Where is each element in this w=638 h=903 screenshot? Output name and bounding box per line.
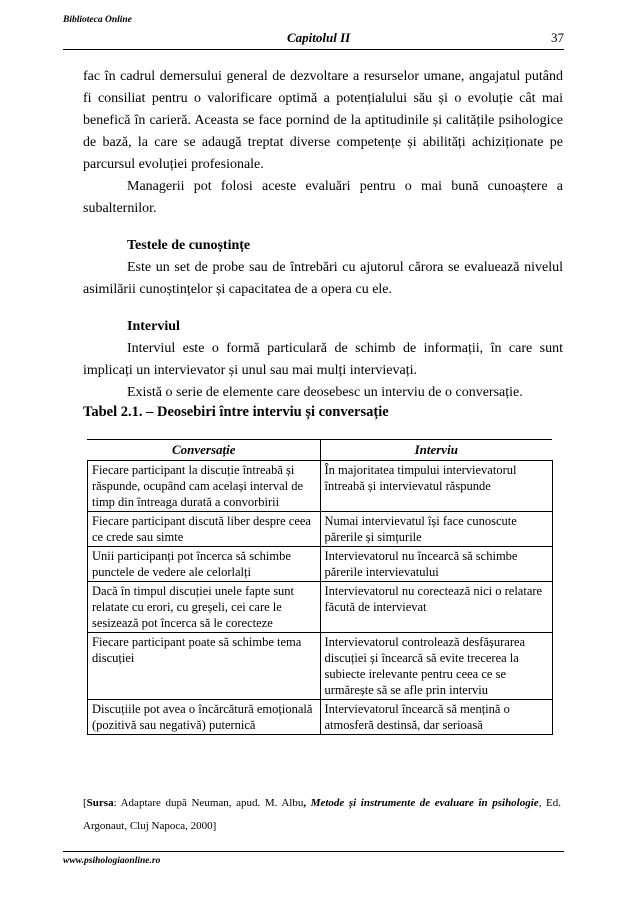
- table-source: [83, 792, 561, 838]
- footer-url: www.psihologiaonline.ro: [63, 856, 161, 866]
- source-text-before: : Adaptare după Neuman, apud. M. Albu: [113, 797, 304, 809]
- footer-rule: [63, 851, 564, 852]
- source-label: Sursa: [86, 797, 114, 809]
- table-row: [88, 700, 553, 735]
- body-text: [83, 66, 563, 404]
- table-header-row: [88, 440, 553, 461]
- table-cell: Intervievatorul încearcă să mențină o atmosferă destinsă, dar serioasă: [320, 700, 553, 735]
- comparison-table: [87, 439, 553, 735]
- paragraph-4: Interviul este o formă particulară de schimb de informații, în care sunt implicați un intervievator și unul sau mai mulți intervievați.: [83, 341, 563, 378]
- table-cell: Dacă în timpul discuției unele fapte sunt relatate cu erori, cu greșeli, cei care le sesizează pot încerca să le corecteze: [88, 582, 321, 633]
- table-cell: Discuțiile pot avea o încărcătură emoțională (pozitivă sau negativă) puternică: [88, 700, 321, 735]
- source-comma: ,: [303, 797, 307, 809]
- section-heading-tests: Testele de cunoștințe: [127, 238, 251, 253]
- header-rule: [63, 49, 564, 50]
- table-cell: Intervievatorul nu corectează nici o relatare făcută de intervievat: [320, 582, 553, 633]
- table-cell: Unii participanți pot încerca să schimbe punctele de vedere ale celorlalți: [88, 547, 321, 582]
- paragraph-2: Managerii pot folosi aceste evaluări pentru o mai bună cunoaștere a subalternilor.: [83, 179, 563, 216]
- table-cell: Numai intervievatul își face cunoscute părerile și simțurile: [320, 512, 553, 547]
- table-title: Tabel 2.1. – Deosebiri între interviu și conversație: [83, 404, 389, 420]
- section-heading-interview: Interviul: [127, 319, 180, 334]
- table-cell: Fiecare participant poate să schimbe tema discuției: [88, 633, 321, 700]
- page-number: 37: [551, 30, 564, 45]
- table-row: [88, 461, 553, 512]
- table-cell: Intervievatorul nu încearcă să schimbe părerile intervievatului: [320, 547, 553, 582]
- header-library-name: Biblioteca Online: [63, 15, 132, 25]
- table-row: [88, 547, 553, 582]
- table-cell: Intervievatorul controlează desfășurarea discuției și încearcă să evite trecerea la subiecte irelevante pentru ceea ce se urmărește să se afle prin interviu: [320, 633, 553, 700]
- table-row: [88, 512, 553, 547]
- paragraph-5: Există o serie de elemente care deosebesc un interviu de o conversație.: [127, 385, 523, 400]
- header-chapter: Capitolul II: [287, 30, 351, 45]
- table-row: [88, 633, 553, 700]
- table-header-conversation: Conversație: [88, 440, 321, 461]
- table-row: [88, 582, 553, 633]
- paragraph-1: fac în cadrul demersului general de dezvoltare a resurselor umane, angajatul putând fi consiliat pentru o valorificare optimă a potențialului său și o evoluție cât mai benefică în carieră. Aceasta se face pornind de la aptitudinile și calitățile psihologice de bază, la care se adaugă treptat diverse competențe și abilități achiziționate pe parcursul evoluției profesionale.: [83, 69, 563, 172]
- source-text-after: , Ed. Argonaut, Cluj Napoca, 2000]: [83, 797, 561, 832]
- table-cell: Fiecare participant discută liber despre ceea ce crede sau simte: [88, 512, 321, 547]
- table-cell: Fiecare participant la discuție întreabă și răspunde, ocupând cam același interval de timp din întreaga durată a convorbirii: [88, 461, 321, 512]
- table-header-interview: Interviu: [320, 440, 553, 461]
- paragraph-3: Este un set de probe sau de întrebări cu ajutorul cărora se evaluează nivelul asimilării cunoștințelor și capacitatea de a opera cu ele.: [83, 260, 563, 297]
- table-cell: În majoritatea timpului intervievatorul întreabă și intervievatul răspunde: [320, 461, 553, 512]
- source-bracket: [: [83, 797, 87, 809]
- source-title: Metode și instrumente de evaluare în psihologie: [310, 797, 539, 809]
